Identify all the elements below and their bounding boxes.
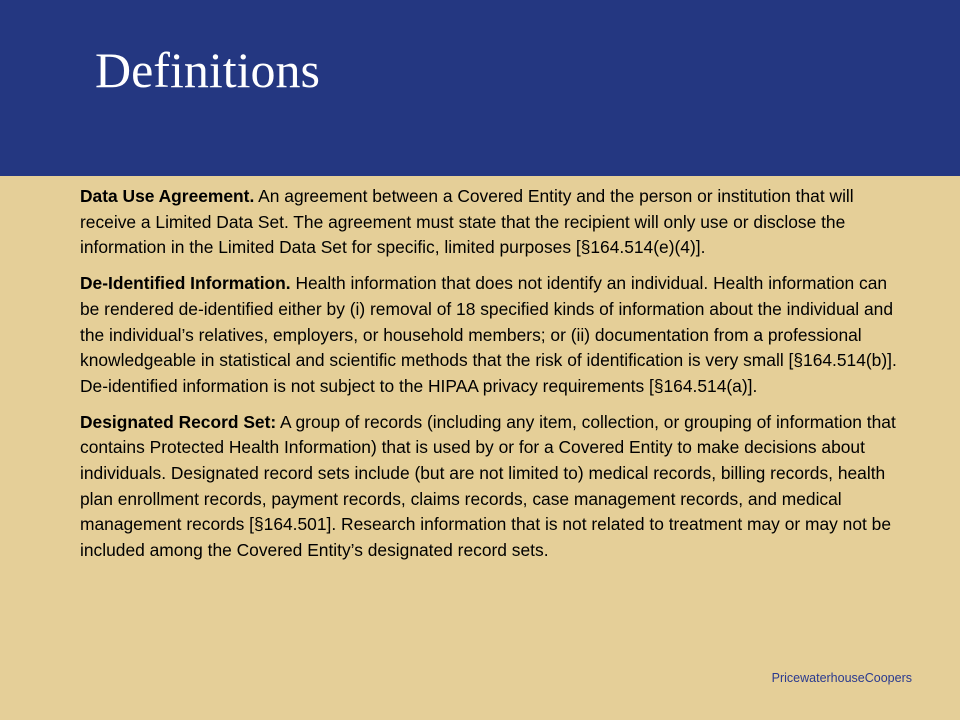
definition-text: A group of records (including any item, collection, or grouping of information that contains Protected Health Information) that is used by or for a Covered Entity to make decisions about individuals. Designated record sets include (but are not limited to) medical records, billing records, health plan enrollment records, payment records, claims records, case management records, and medical management records [§164.501]. Research information that is not related to treatment may or may not be included among the Covered Entity’s designated record sets. (80, 411, 896, 561)
definition-term: De-Identified Information. (80, 273, 291, 294)
slide-title: Definitions (95, 42, 320, 98)
definition-text: Health information that does not identify an individual. Health information can be rendered de-identified either by (i) removal of 18 specified kinds of information about the individual and the individual’s relatives, employers, or household members; or (ii) documentation from a professional knowledgeable in statistical and scientific methods that the risk of identification is very small [§164.514(b)]. De-identified information is not subject to the HIPAA privacy requirements [§164.514(a)]. (80, 273, 897, 396)
definition-term: Data Use Agreement. (80, 186, 255, 206)
definitions-list (80, 184, 910, 574)
definition-data-use-agreement (80, 184, 910, 261)
definition-designated-record-set (80, 410, 910, 564)
footer-brand: PricewaterhouseCoopers (771, 671, 912, 685)
definition-term: Designated Record Set: (80, 411, 277, 432)
definition-de-identified-information (80, 271, 910, 400)
title-banner (0, 0, 960, 176)
definition-text: An agreement between a Covered Entity and the person or institution that will receive a Limited Data Set. The agreement must state that the recipient will only use or disclose the information in the Limited Data Set for specific, limited purposes [§164.514(e)(4)]. (80, 186, 854, 258)
